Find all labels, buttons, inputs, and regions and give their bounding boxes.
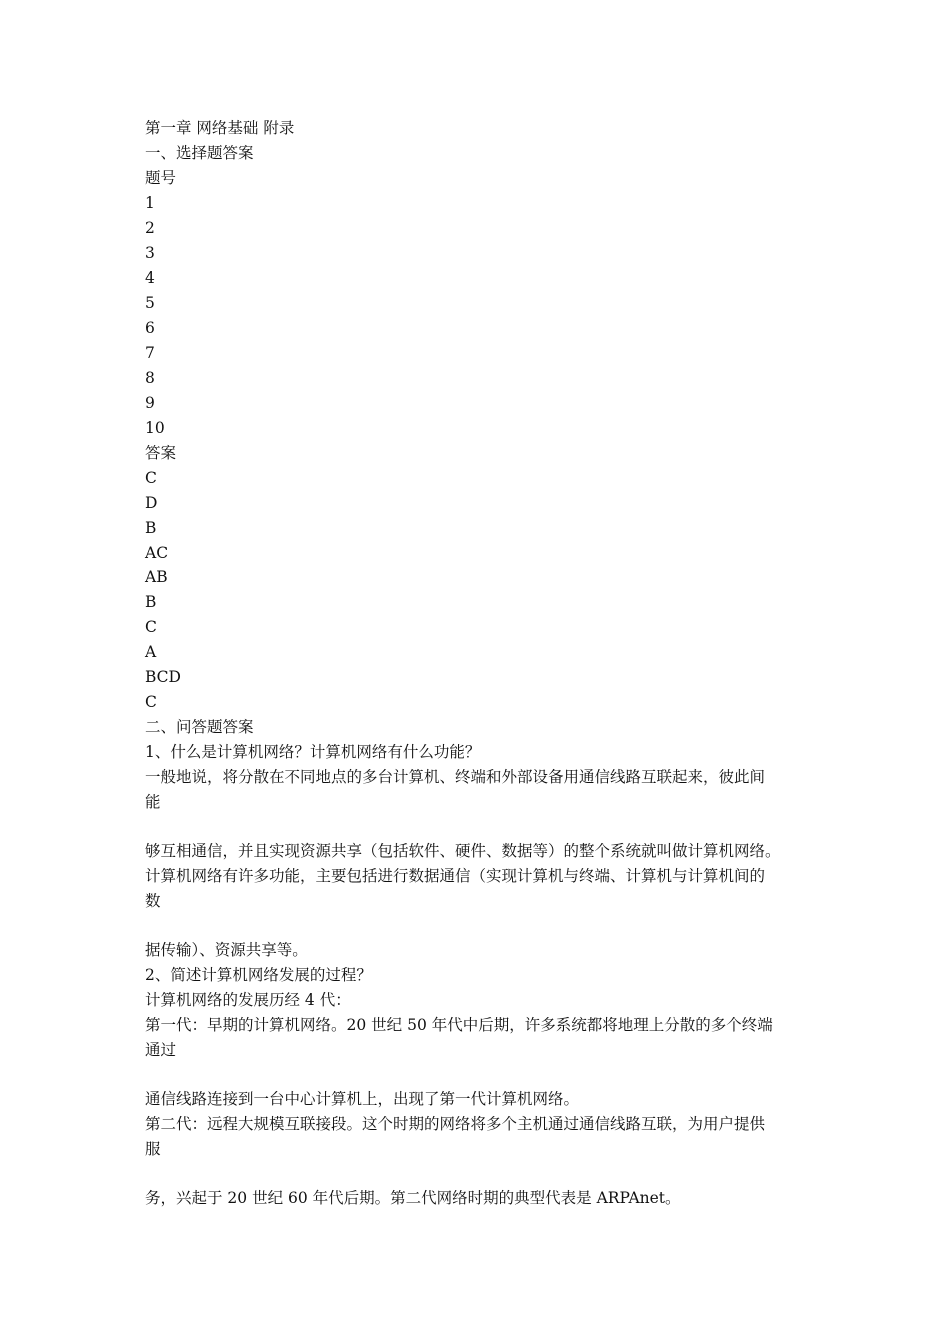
question-number: 4: [145, 269, 155, 287]
answer-value: C: [145, 693, 157, 711]
question-number: 1: [145, 194, 155, 212]
question-number: 3: [145, 244, 155, 262]
section2-heading: 二、问答题答案: [145, 718, 254, 736]
answer-value: B: [145, 593, 157, 611]
page-title: 第一章 网络基础 附录: [145, 119, 295, 137]
answer-value: C: [145, 618, 157, 636]
question-number: 10: [145, 419, 165, 437]
answer-value: D: [145, 494, 158, 512]
question-2: 2、简述计算机网络发展的过程？: [145, 966, 372, 984]
number-header: 题号: [145, 169, 177, 187]
question-number: 9: [145, 394, 155, 412]
answer-value: C: [145, 469, 157, 487]
answer-value: AC: [145, 544, 169, 562]
answer-paragraph-line: 能: [145, 793, 161, 811]
answer-paragraph-line: 一般地说，将分散在不同地点的多台计算机、终端和外部设备用通信线路互联起来，彼此间: [145, 768, 766, 786]
answer-paragraph-line: 计算机网络的发展历经 4 代：: [145, 991, 351, 1009]
answer-paragraph-line: 够互相通信，并且实现资源共享（包括软件、硬件、数据等）的整个系统就叫做计算机网络。: [145, 842, 781, 860]
answer-value: A: [145, 643, 157, 661]
question-1: 1、什么是计算机网络？计算机网络有什么功能？: [145, 743, 481, 761]
answer-paragraph-line: 服: [145, 1140, 161, 1158]
answer-paragraph-line: 第一代：早期的计算机网络。20 世纪 50 年代中后期，许多系统都将地理上分散的多个终端: [145, 1016, 773, 1034]
section1-heading: 一、选择题答案: [145, 144, 254, 162]
question-number: 6: [145, 319, 155, 337]
question-number: 5: [145, 294, 155, 312]
answer-value: BCD: [145, 668, 181, 686]
answer-value: B: [145, 519, 157, 537]
answer-paragraph-line: 第二代：远程大规模互联接段。这个时期的网络将多个主机通过通信线路互联，为用户提供: [145, 1115, 766, 1133]
answer-paragraph-line: 通信线路连接到一台中心计算机上，出现了第一代计算机网络。: [145, 1090, 580, 1108]
answer-paragraph-line: 通过: [145, 1041, 177, 1059]
question-number: 2: [145, 219, 155, 237]
answer-paragraph-line: 据传输）、资源共享等。: [145, 941, 308, 959]
answer-paragraph-line: 计算机网络有许多功能，主要包括进行数据通信（实现计算机与终端、计算机与计算机间的: [145, 867, 766, 885]
answer-value: AB: [145, 568, 168, 586]
answer-paragraph-line: 务，兴起于 20 世纪 60 年代后期。第二代网络时期的典型代表是 ARPAnet。: [145, 1189, 681, 1207]
answer-paragraph-line: 数: [145, 892, 161, 910]
answer-header: 答案: [145, 444, 177, 462]
question-number: 7: [145, 344, 155, 362]
question-number: 8: [145, 369, 155, 387]
